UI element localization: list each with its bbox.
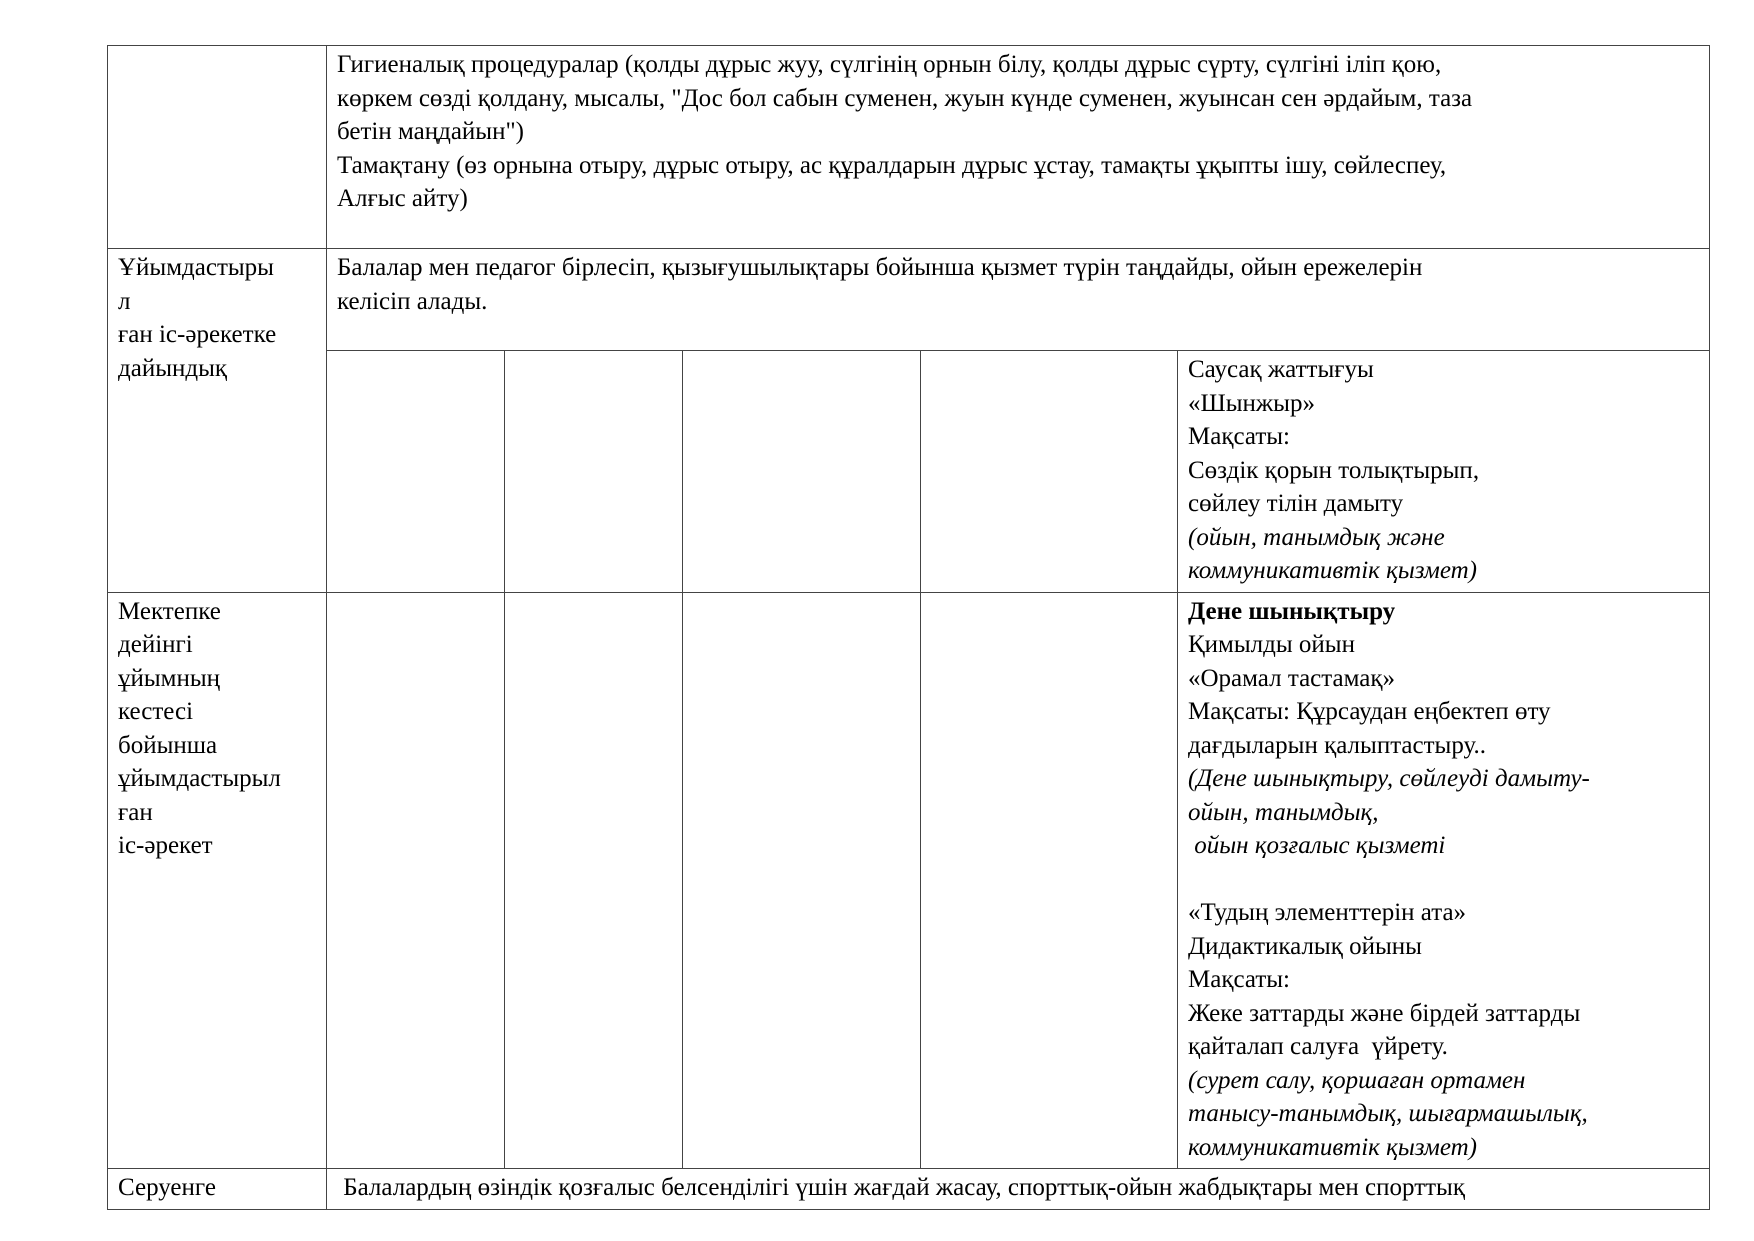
schedule-day-cell-tuesday [505, 592, 683, 1169]
outdoor-game-activity-line: (Дене шынықтыру, сөйлеуді дамыту- [1188, 765, 1590, 792]
schedule-label-line: іс-әрекет [118, 832, 213, 859]
preparation-shared-line: келісіп алады. [337, 287, 488, 315]
schedule-row [108, 592, 1710, 1169]
finger-exercise-line: Саусақ жаттығуы [1188, 356, 1374, 383]
preparation-label-line: ған іс-әрекетке [118, 321, 277, 348]
schedule-day-cell-thursday [921, 592, 1178, 1169]
schedule-label-line: бойынша [118, 731, 218, 759]
hygiene-text-line: бетін маңдайын") [337, 118, 525, 145]
finger-exercise-activity-line: коммуникативтік қызмет) [1188, 557, 1477, 584]
schedule-label-line: кестесі [118, 698, 194, 725]
preparation-day-cell-wednesday [683, 351, 921, 593]
hygiene-row [108, 46, 1710, 249]
schedule-label-line: ұйымдастырыл [118, 765, 281, 792]
finger-exercise-line: «Шынжыр» [1188, 389, 1315, 417]
hygiene-text-cell [327, 46, 1710, 249]
daily-plan-table [107, 45, 1710, 1210]
preparation-shared-line: Балалар мен педагог бірлесіп, қызығушылықтары бойынша қызмет түрін таңдайды, ойын ережелерін [337, 254, 1423, 281]
preparation-days-row [108, 351, 1710, 593]
schedule-day-cell-friday [1178, 592, 1710, 1169]
schedule-label-line: дейінгі [118, 631, 193, 658]
finger-exercise-line: сөйлеу тілін дамыту [1188, 490, 1404, 517]
didactic-game-activity-line: танысу-танымдық, шығармашылық, [1188, 1100, 1588, 1127]
didactic-game-line: Мақсаты: [1188, 966, 1290, 993]
outdoor-game-line: дағдыларын қалыптастыру.. [1188, 731, 1487, 759]
schedule-day-cell-monday [327, 592, 505, 1169]
preparation-label-cell [108, 249, 327, 593]
schedule-day-cell-wednesday [683, 592, 921, 1169]
preparation-day-cell-monday [327, 351, 505, 593]
finger-exercise-line: Мақсаты: [1188, 423, 1290, 450]
outdoor-game-activity-line: ойын, танымдық, [1188, 798, 1379, 826]
didactic-game-line: Дидактикалық ойыны [1188, 932, 1422, 960]
walk-text: Балалардың өзіндік қозғалыс белсенділігі үшін жағдай жасау, спорттық-ойын жабдықтары мен спорттық [337, 1174, 1465, 1201]
outdoor-game-line: «Орамал тастамақ» [1188, 664, 1395, 692]
physical-education-heading: Дене шынықтыру [1188, 597, 1396, 625]
hygiene-text-line: Алғыс айту) [337, 185, 468, 212]
preparation-shared-cell [327, 249, 1710, 351]
hygiene-label-cell [108, 46, 327, 249]
preparation-row [108, 249, 1710, 351]
finger-exercise-line: Сөздік қорын толықтырып, [1188, 456, 1480, 484]
walk-label: Серуенге [118, 1174, 216, 1201]
preparation-label-line: дайындық [118, 354, 228, 382]
outdoor-game-line: Қимылды ойын [1188, 631, 1355, 658]
spacer [1188, 863, 1699, 897]
schedule-label-line: ған [118, 798, 153, 826]
preparation-day-cell-friday [1178, 351, 1710, 593]
outdoor-game-activity-line: ойын қозғалыс қызметі [1188, 832, 1446, 859]
outdoor-game-line: Мақсаты: Құрсаудан еңбектеп өту [1188, 698, 1551, 725]
preparation-label-line: л [118, 287, 131, 315]
schedule-label-cell [108, 592, 327, 1169]
hygiene-text-line: Тамақтану (өз орнына отыру, дұрыс отыру, ас құралдарын дұрыс ұстау, тамақты ұқыпты ішу, сөйлеспеу, [337, 151, 1447, 179]
didactic-game-line: қайталап салуға үйрету. [1188, 1033, 1448, 1060]
didactic-game-line: Жеке заттарды және бірдей заттарды [1188, 999, 1581, 1027]
preparation-day-cell-thursday [921, 351, 1178, 593]
schedule-label-line: ұйымның [118, 664, 221, 692]
walk-text-cell [327, 1169, 1710, 1210]
hygiene-text-line: Гигиеналық процедуралар (қолды дұрыс жуу, сүлгінің орнын білу, қолды дұрыс сүрту, сүлгіні іліп қою, [337, 51, 1442, 78]
walk-row [108, 1169, 1710, 1210]
schedule-label-line: Мектепке [118, 597, 221, 625]
didactic-game-line: «Тудың элементтерін ата» [1188, 899, 1467, 926]
didactic-game-activity-line: (сурет салу, қоршаған ортамен [1188, 1066, 1526, 1094]
hygiene-text-line: көркем сөзді қолдану, мысалы, "Дос бол сабын суменен, жуын күнде суменен, жуынсан сен әрдайым, таза [337, 84, 1473, 112]
preparation-label-line: Ұйымдастыры [118, 254, 274, 281]
didactic-game-activity-line: коммуникативтік қызмет) [1188, 1133, 1477, 1161]
preparation-day-cell-tuesday [505, 351, 683, 593]
finger-exercise-activity-line: (ойын, танымдық және [1188, 523, 1445, 551]
walk-label-cell [108, 1169, 327, 1210]
